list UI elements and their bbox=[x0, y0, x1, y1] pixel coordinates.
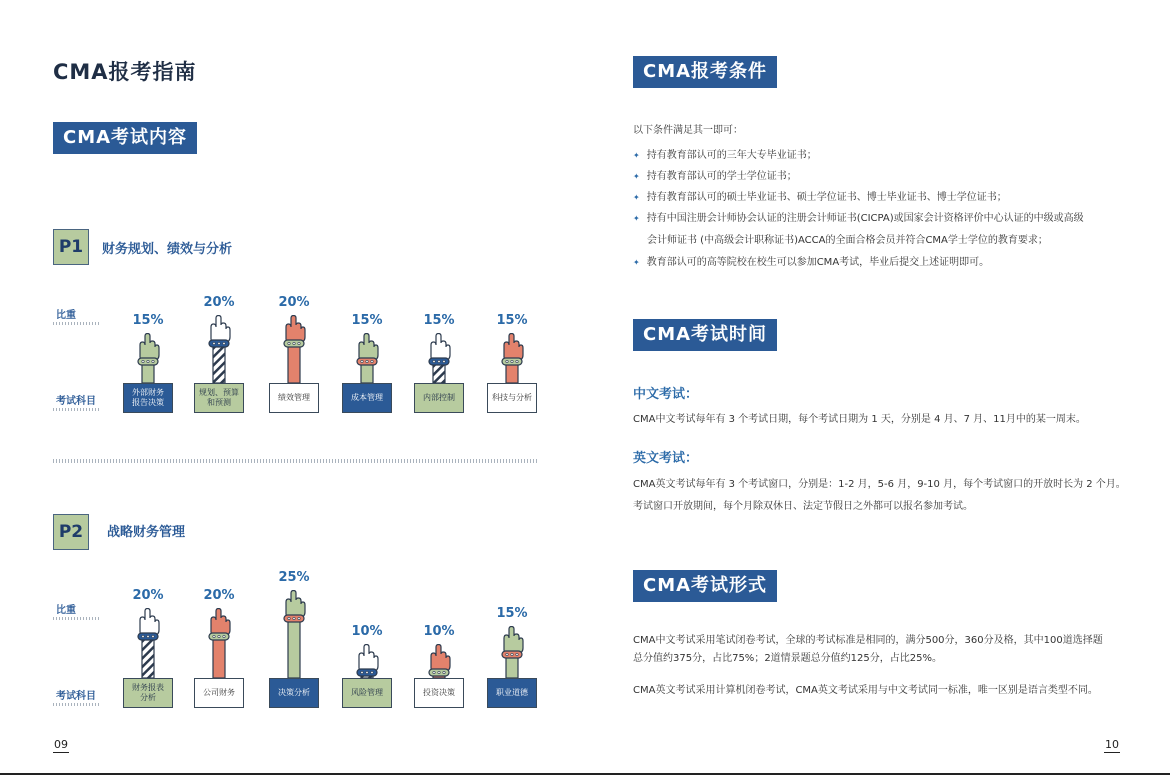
section-heading-time: CMA考试时间 bbox=[633, 319, 777, 351]
subject-label: 绩效管理 bbox=[278, 393, 310, 402]
chinese-exam-text: CMA中文考试每年有 3 个考试日期，每个考试日期为 1 天，分别是 4 月、7 月、11月中的某一周末。 bbox=[633, 414, 1086, 425]
subject-label: 规划、预算 和预测 bbox=[199, 388, 239, 407]
format-text-chinese: CMA中文考试采用笔试闭卷考试，全球的考试标准是相同的，满分500分，360分及格，其中100道选择题 bbox=[633, 635, 1103, 646]
p2-subject-label: 考试科目 bbox=[56, 691, 96, 702]
condition-item: ✦ 持有教育部认可的三年大专毕业证书； bbox=[633, 150, 817, 161]
english-exam-label: 英文考试： bbox=[633, 451, 699, 466]
condition-item-continued: 会计师证书 (中高级会计职称证书)ACCA的全面合格会员并符合CMA学士学位的教育要求； bbox=[647, 235, 1048, 246]
subject-box bbox=[194, 383, 244, 413]
page-bottom-border bbox=[0, 773, 1170, 775]
p1-subject-label: 考试科目 bbox=[56, 396, 96, 407]
subject-label: 投资决策 bbox=[423, 688, 455, 697]
subject-box bbox=[123, 383, 173, 413]
hatch-divider bbox=[53, 617, 99, 620]
subject-label: 外部财务 报告决策 bbox=[132, 388, 164, 407]
page-title: CMA报考指南 bbox=[53, 60, 197, 84]
raised-hand-icon bbox=[414, 644, 464, 678]
subject-box bbox=[194, 678, 244, 708]
raised-hand-icon bbox=[487, 626, 537, 678]
subject-label: 决策分析 bbox=[278, 688, 310, 697]
subject-box bbox=[269, 383, 319, 413]
subject-box bbox=[123, 678, 173, 708]
star-bullet-icon: ✦ bbox=[633, 193, 640, 202]
p2-weight-label: 比重 bbox=[56, 605, 76, 616]
raised-hand-icon bbox=[123, 333, 173, 383]
raised-hand-icon bbox=[194, 608, 244, 678]
subject-box bbox=[342, 678, 392, 708]
format-text-chinese-2: 总分值约375分，占比75%；2道情景题总分值约125分，占比25%。 bbox=[633, 653, 942, 664]
p1-weight-label: 比重 bbox=[56, 310, 76, 321]
star-bullet-icon: ✦ bbox=[633, 151, 640, 160]
weight-percent: 15% bbox=[423, 313, 455, 328]
star-bullet-icon: ✦ bbox=[633, 214, 640, 223]
format-text-english: CMA英文考试采用计算机闭卷考试，CMA英文考试采用与中文考试同一标准，唯一区别是语言类型不同。 bbox=[633, 685, 1098, 696]
subject-box bbox=[414, 678, 464, 708]
weight-percent: 15% bbox=[496, 313, 528, 328]
weight-percent: 20% bbox=[132, 588, 164, 603]
hatch-divider bbox=[53, 408, 99, 411]
weight-percent: 15% bbox=[351, 313, 383, 328]
subject-label: 风险管理 bbox=[351, 688, 383, 697]
english-exam-text: CMA英文考试每年有 3 个考试窗口，分别是：1-2 月，5-6 月，9-10 月，每个考试窗口的开放时长为 2 个月。 bbox=[633, 479, 1126, 490]
subject-label: 财务报表 分析 bbox=[132, 683, 164, 702]
weight-percent: 25% bbox=[278, 570, 310, 585]
weight-percent: 20% bbox=[203, 588, 235, 603]
p1-title: 财务规划、绩效与分析 bbox=[102, 242, 233, 257]
p2-badge: P2 bbox=[53, 514, 89, 550]
weight-percent: 20% bbox=[278, 295, 310, 310]
section-divider bbox=[53, 459, 537, 463]
chinese-exam-label: 中文考试： bbox=[633, 387, 699, 402]
raised-hand-icon bbox=[342, 644, 392, 678]
english-exam-text-2: 考试窗口开放期间，每个月除双休日、法定节假日之外都可以报名参加考试。 bbox=[633, 501, 973, 512]
p1-badge: P1 bbox=[53, 229, 89, 265]
star-bullet-icon: ✦ bbox=[633, 172, 640, 181]
page-number-right: 10 bbox=[1105, 738, 1119, 751]
page-number-left: 09 bbox=[54, 738, 68, 751]
weight-percent: 15% bbox=[496, 606, 528, 621]
raised-hand-icon bbox=[269, 315, 319, 383]
section-heading-conditions: CMA报考条件 bbox=[633, 56, 777, 88]
subject-label: 公司财务 bbox=[203, 688, 235, 697]
p2-title: 战略财务管理 bbox=[107, 525, 186, 540]
condition-item: ✦ 持有教育部认可的学士学位证书； bbox=[633, 171, 797, 182]
subject-label: 科技与分析 bbox=[492, 393, 532, 402]
weight-percent: 20% bbox=[203, 295, 235, 310]
hatch-divider bbox=[53, 703, 99, 706]
conditions-intro: 以下条件满足其一即可： bbox=[633, 125, 743, 136]
subject-label: 成本管理 bbox=[351, 393, 383, 402]
raised-hand-icon bbox=[487, 333, 537, 383]
subject-box bbox=[342, 383, 392, 413]
weight-percent: 15% bbox=[132, 313, 164, 328]
subject-box bbox=[269, 678, 319, 708]
raised-hand-icon bbox=[342, 333, 392, 383]
raised-hand-icon bbox=[414, 333, 464, 383]
weight-percent: 10% bbox=[351, 624, 383, 639]
raised-hand-icon bbox=[194, 315, 244, 383]
raised-hand-icon bbox=[269, 590, 319, 678]
condition-item: ✦ 持有教育部认可的硕士毕业证书、硕士学位证书、博士毕业证书、博士学位证书； bbox=[633, 192, 1007, 203]
section-heading-content: CMA考试内容 bbox=[53, 122, 197, 154]
subject-box bbox=[487, 383, 537, 413]
subject-label: 内部控制 bbox=[423, 393, 455, 402]
condition-item: ✦ 持有中国注册会计师协会认证的注册会计师证书(CICPA)或国家会计资格评价中心认证的中级或高级 bbox=[633, 213, 1084, 224]
subject-box bbox=[487, 678, 537, 708]
weight-percent: 10% bbox=[423, 624, 455, 639]
star-bullet-icon: ✦ bbox=[633, 258, 640, 267]
subject-box bbox=[414, 383, 464, 413]
condition-item: ✦ 教育部认可的高等院校在校生可以参加CMA考试，毕业后提交上述证明即可。 bbox=[633, 257, 990, 268]
hatch-divider bbox=[53, 322, 99, 325]
section-heading-format: CMA考试形式 bbox=[633, 570, 777, 602]
raised-hand-icon bbox=[123, 608, 173, 678]
subject-label: 职业道德 bbox=[496, 688, 528, 697]
